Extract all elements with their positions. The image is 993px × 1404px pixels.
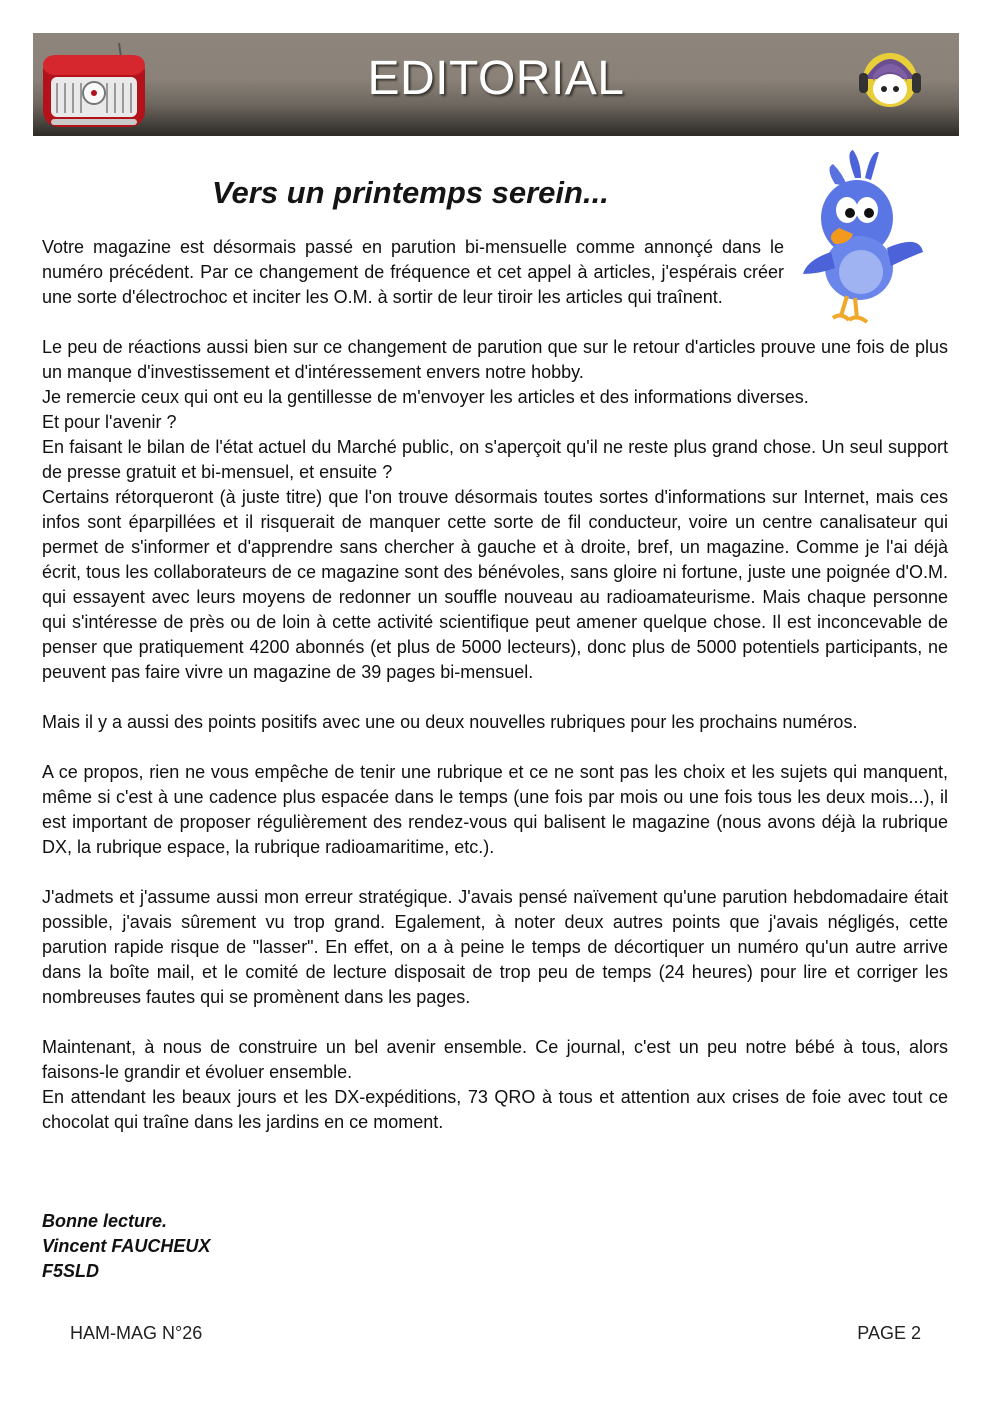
banner-title: EDITORIAL xyxy=(367,52,625,105)
footer-page-number: PAGE 2 xyxy=(857,1323,921,1343)
signature-greeting: Bonne lecture. xyxy=(42,1211,168,1231)
paragraph-thanks: Je remercie ceux qui ont eu la gentillesse de m'envoyer les articles et des informations diverses. xyxy=(42,387,809,407)
paragraph-strategy: J'admets et j'assume aussi mon erreur stratégique. J'avais pensé naïvement qu'une parution hebdomadaire était possible, j'avais sûrement vu trop grand. Egalement, à noter deux autres points que j'avais négligés, cette parution rapide risque de "lasser". En effet, on a à peine le temps de décortiquer un numéro qu'un autre arrive dans la boîte mail, et le comité de lecture disposait de trop peu de temps (24 heures) pour lire et corriger les nombreuses fautes qui se promènent dans les pages. xyxy=(42,887,948,1007)
paragraph-future: Et pour l'avenir ? xyxy=(42,412,177,432)
paragraph-positives: Mais il y a aussi des points positifs avec une ou deux nouvelles rubriques pour les prochains numéros. xyxy=(42,712,858,732)
editorial-banner xyxy=(33,33,959,136)
footer-issue: HAM-MAG N°26 xyxy=(70,1323,203,1343)
signature xyxy=(42,1209,210,1284)
paragraph-future-together: Maintenant, à nous de construire un bel avenir ensemble. Ce journal, c'est un peu notre bébé à tous, alors faisons-le grandir et évoluer ensemble. xyxy=(42,1037,948,1082)
paragraph-reactions: Le peu de réactions aussi bien sur ce changement de parution que sur le retour d'articles prouve une fois de plus un manque d'investissement et d'intéressement envers notre hobby. xyxy=(42,337,948,382)
paragraph-rubrics: A ce propos, rien ne vous empêche de tenir une rubrique et ce ne sont pas les choix et les sujets qui manquent, même si c'est à une cadence plus espacée dans le temps (une fois par mois ou une fois tous les deux mois...), il est important de proposer régulièrement des rendez-vous qui balisent le magazine (nous avons déjà la rubrique DX, la rubrique espace, la rubrique radioamaritime, etc.). xyxy=(42,762,948,857)
paragraph-closing: En attendant les beaux jours et les DX-expéditions, 73 QRO à tous et attention aux crises de foie avec tout ce chocolat qui traîne dans les jardins en ce moment. xyxy=(42,1087,948,1132)
article-body xyxy=(42,335,948,1135)
intro-paragraph: Votre magazine est désormais passé en parution bi-mensuelle comme annonçé dans le numéro précédent. Par ce changement de fréquence et cet appel à articles, j'espérais créer une sorte d'électrochoc et inciter les O.M. à sortir de leur tiroir les articles qui traînent. xyxy=(42,237,784,307)
article-headline: Vers un printemps serein... xyxy=(212,175,609,210)
mascot-headphones-icon xyxy=(855,45,925,113)
signature-callsign: F5SLD xyxy=(42,1261,100,1281)
signature-name: Vincent FAUCHEUX xyxy=(42,1236,211,1256)
blue-bird-icon xyxy=(795,148,930,326)
paragraph-market: En faisant le bilan de l'état actuel du Marché public, on s'aperçoit qu'il ne reste plus grand chose. Un seul support de presse gratuit et bi-mensuel, et ensuite ? xyxy=(42,437,948,482)
paragraph-internet: Certains rétorqueront (à juste titre) que l'on trouve désormais toutes sortes d'informations sur Internet, mais ces infos sont éparpillées et il risquerait de manquer cette sorte de fil conducteur, voire un centre canalisateur qui permet de s'informer et d'apprendre sans chercher à gauche et à droite, bref, un magazine. Comme je l'ai déjà écrit, tous les collaborateurs de ce magazine sont des bénévoles, sans gloire ni fortune, juste une poignée d'O.M. qui essayent avec leurs moyens de redonner un souffle nouveau au radioamateurisme. Mais chaque personne qui s'intéresse de près ou de loin à cette activité scientifique peut amener quelque chose. Il est inconcevable de penser que pratiquement 4200 abonnés (et plus de 5000 lecteurs), donc plus de 5000 potentiels participants, ne peuvent pas faire vivre un magazine de 39 pages bi-mensuel. xyxy=(42,487,948,682)
